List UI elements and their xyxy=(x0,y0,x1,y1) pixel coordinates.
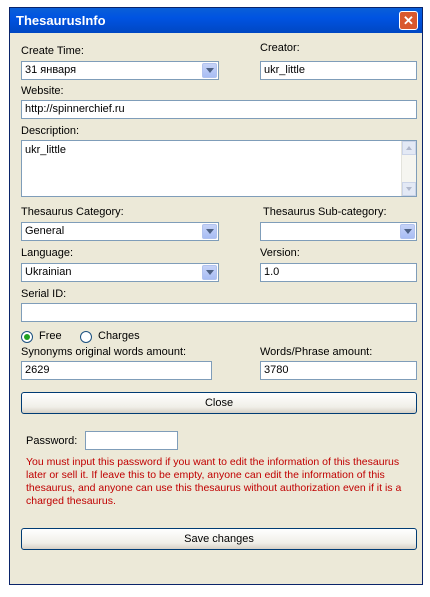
password-field[interactable] xyxy=(85,431,178,450)
words-amount-label: Words/Phrase amount: xyxy=(260,346,373,358)
serial-id-label: Serial ID: xyxy=(21,288,67,300)
version-field[interactable]: 1.0 xyxy=(260,263,417,282)
words-amount-field[interactable]: 3780 xyxy=(260,361,417,380)
serial-id-field[interactable] xyxy=(21,303,417,322)
password-warning-text: You must input this password if you want to edit the information of this thesaurus later or sell it. If leave this to be empty, anyone can edit the information of this thesaurus, and anyone can use this thesaurus without authorization even if it is a charged thesaurus. xyxy=(26,456,402,507)
chevron-down-icon[interactable] xyxy=(202,63,217,78)
close-button[interactable]: Close xyxy=(21,392,417,414)
chevron-down-icon[interactable] xyxy=(400,224,415,239)
synonyms-amount-field[interactable]: 2629 xyxy=(21,361,212,380)
language-select[interactable] xyxy=(21,263,219,282)
close-window-icon[interactable]: ✕ xyxy=(399,11,418,30)
category-select[interactable] xyxy=(21,222,219,241)
chevron-down-icon[interactable] xyxy=(202,224,217,239)
creator-label: Creator: xyxy=(260,42,300,54)
scroll-up-icon[interactable] xyxy=(402,141,416,155)
description-text: ukr_little xyxy=(25,144,66,156)
thesaurus-info-window xyxy=(9,7,423,585)
free-label: Free xyxy=(39,330,62,342)
subcategory-select[interactable] xyxy=(260,222,417,241)
charges-label: Charges xyxy=(98,330,140,342)
description-label: Description: xyxy=(21,125,80,137)
creator-field[interactable]: ukr_little xyxy=(260,61,417,80)
create-time-value: 31 января xyxy=(25,64,77,76)
description-textarea[interactable] xyxy=(21,140,417,197)
language-value: Ukrainian xyxy=(25,266,72,278)
scroll-down-icon[interactable] xyxy=(402,182,416,196)
create-time-picker[interactable] xyxy=(21,61,219,80)
save-changes-button[interactable]: Save changes xyxy=(21,528,417,550)
subcategory-label: Thesaurus Sub-category: xyxy=(263,206,387,218)
title-bar[interactable] xyxy=(10,8,422,33)
free-radio[interactable] xyxy=(21,331,33,343)
language-label: Language: xyxy=(21,247,73,259)
chevron-down-icon[interactable] xyxy=(202,265,217,280)
category-value: General xyxy=(25,225,65,237)
version-label: Version: xyxy=(260,247,300,259)
window-title: ThesaurusInfo xyxy=(16,13,106,28)
website-label: Website: xyxy=(21,85,64,97)
charges-radio[interactable] xyxy=(80,331,92,343)
description-scrollbar[interactable] xyxy=(401,141,416,196)
category-label: Thesaurus Category: xyxy=(21,206,124,218)
website-field[interactable]: http://spinnerchief.ru xyxy=(21,100,417,119)
create-time-label: Create Time: xyxy=(21,45,84,57)
synonyms-amount-label: Synonyms original words amount: xyxy=(21,346,187,358)
password-label: Password: xyxy=(26,435,78,447)
